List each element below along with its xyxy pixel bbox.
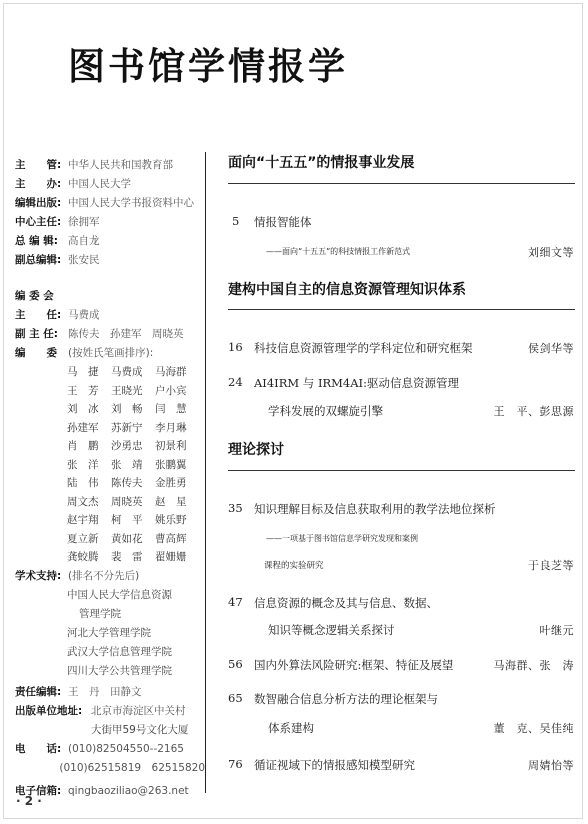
entry-subtitle: ——面向“十五五”的科技情报工作新范式	[266, 247, 411, 256]
entry-page-number: 47	[228, 595, 243, 609]
entry-title-continued[interactable]: 体系建构	[268, 721, 314, 735]
member-line: 赵宇翔 柯 平 姚乐野	[67, 514, 187, 526]
responsible-editor: 责任编辑: 王 丹 田静文	[15, 685, 142, 698]
masthead-row: 编辑出版: 中国人民大学书报资料中心	[15, 197, 194, 209]
entry-title[interactable]: 数智融合信息分析方法的理论框架与	[254, 692, 438, 706]
magazine-title: 图书馆学情报学	[68, 44, 348, 88]
entry-author: 王 平、彭思源	[493, 405, 574, 418]
entry-title[interactable]: 知识理解目标及信息获取利用的教学法地位探析	[254, 502, 496, 516]
section-heading: 理论探讨	[228, 442, 284, 458]
column-divider	[205, 152, 206, 793]
page-number: · 2 ·	[16, 794, 42, 808]
section-heading: 面向“十五五”的情报事业发展	[228, 155, 415, 171]
entry-author: 马海群、张 涛	[493, 659, 574, 672]
masthead	[15, 156, 205, 801]
member-line: 陆 伟 陈传夫 金胜勇	[67, 477, 187, 489]
entry-author: 于良芝等	[528, 559, 574, 572]
section-rule	[228, 183, 575, 184]
entry-title[interactable]: 情报智能体	[254, 215, 312, 229]
masthead-row: 主 办: 中国人民大学	[15, 178, 131, 190]
email-row: 电子信箱: qingbaoziliao@263.net	[15, 784, 189, 797]
support-org: 武汉大学信息管理学院	[67, 645, 172, 658]
entry-author: 周婧怡等	[528, 759, 574, 772]
entry-author: 侯剑华等	[528, 342, 574, 355]
entry-title[interactable]: 循证视域下的情报感知模型研究	[254, 758, 415, 772]
phone-row-2: (010)62515819 62515820	[59, 761, 205, 774]
entry-page-number: 65	[228, 691, 243, 705]
masthead-row: 总 编 辑: 高自龙	[15, 235, 100, 247]
entry-title[interactable]: 科技信息资源管理学的学科定位和研究框架	[254, 341, 473, 355]
support-org: 中国人民大学信息资源	[67, 588, 172, 601]
entry-page-number: 16	[228, 340, 243, 354]
support-org: 管理学院	[79, 607, 121, 620]
member-line: 马 捷 马费成 马海群	[67, 366, 187, 378]
entry-title-continued[interactable]: 知识等概念逻辑关系探讨	[268, 623, 395, 637]
entry-title[interactable]: AI4IRM 与 IRM4AI:驱动信息资源管理	[254, 376, 459, 390]
member-line: 张 洋 张 靖 张鹏翼	[67, 458, 187, 471]
editorial-members	[67, 363, 205, 567]
entry-author: 刘细文等	[528, 246, 574, 259]
member-line: 王 芳 王晓光 户小宾	[67, 384, 187, 397]
masthead-row: 主 管: 中华人民共和国教育部	[15, 159, 173, 171]
entry-subtitle: ——一项基于图书馆信息学研究发现和案例	[266, 534, 418, 543]
editorial-chief: 主 任: 马费成	[15, 309, 100, 321]
entry-title[interactable]: 信息资源的概念及其与信息、数据、	[254, 596, 438, 610]
masthead-row: 中心主任: 徐拥军	[15, 216, 100, 228]
editorial-deputy: 副 主 任: 陈传夫 孙建军 周晓英	[15, 328, 184, 340]
entry-page-number: 5	[232, 214, 240, 228]
section-heading: 建构中国自主的信息资源管理知识体系	[228, 282, 466, 298]
member-line: 周文杰 周晓英 赵 星	[67, 495, 187, 508]
address-row: 出版单位地址: 北京市海淀区中关村	[15, 704, 186, 717]
entry-author: 董 克、吴佳纯	[493, 722, 574, 735]
masthead-row: 副总编辑: 张安民	[15, 254, 100, 266]
entry-page-number: 24	[228, 375, 243, 389]
entry-page-number: 56	[228, 657, 243, 671]
entry-title-continued: 课程的实验研究	[264, 561, 324, 571]
address-line-2: 大街甲59号文化大厦	[91, 723, 189, 736]
support-org: 四川大学公共管理学院	[67, 664, 172, 677]
member-line: 刘 冰 刘 畅 闫 慧	[67, 403, 187, 415]
phone-row: 电 话: (010)82504550--2165	[15, 742, 184, 755]
member-line: 夏立新 黄如花 曹高辉	[67, 532, 187, 545]
section-rule	[228, 309, 575, 310]
entry-page-number: 76	[228, 757, 243, 771]
support-label: 学术支持: (排名不分先后)	[15, 569, 140, 582]
member-line: 龚蛟腾 裴 雷 翟姗姗	[67, 551, 187, 563]
entry-page-number: 35	[228, 501, 243, 515]
support-org: 河北大学管理学院	[67, 626, 151, 639]
editorial-heading: 编 委 会	[15, 290, 54, 302]
member-line: 孙建军 苏新宁 李月琳	[67, 421, 187, 434]
editorial-members-label: 编 委 (按姓氏笔画排序):	[15, 347, 154, 359]
entry-title-continued[interactable]: 学科发展的双螺旋引擎	[268, 404, 383, 418]
entry-author: 叶继元	[539, 624, 574, 637]
section-rule	[228, 470, 575, 471]
member-line: 肖 鹏 沙勇忠 初景利	[67, 440, 187, 452]
entry-title[interactable]: 国内外算法风险研究:框架、特征及展望	[254, 658, 454, 672]
